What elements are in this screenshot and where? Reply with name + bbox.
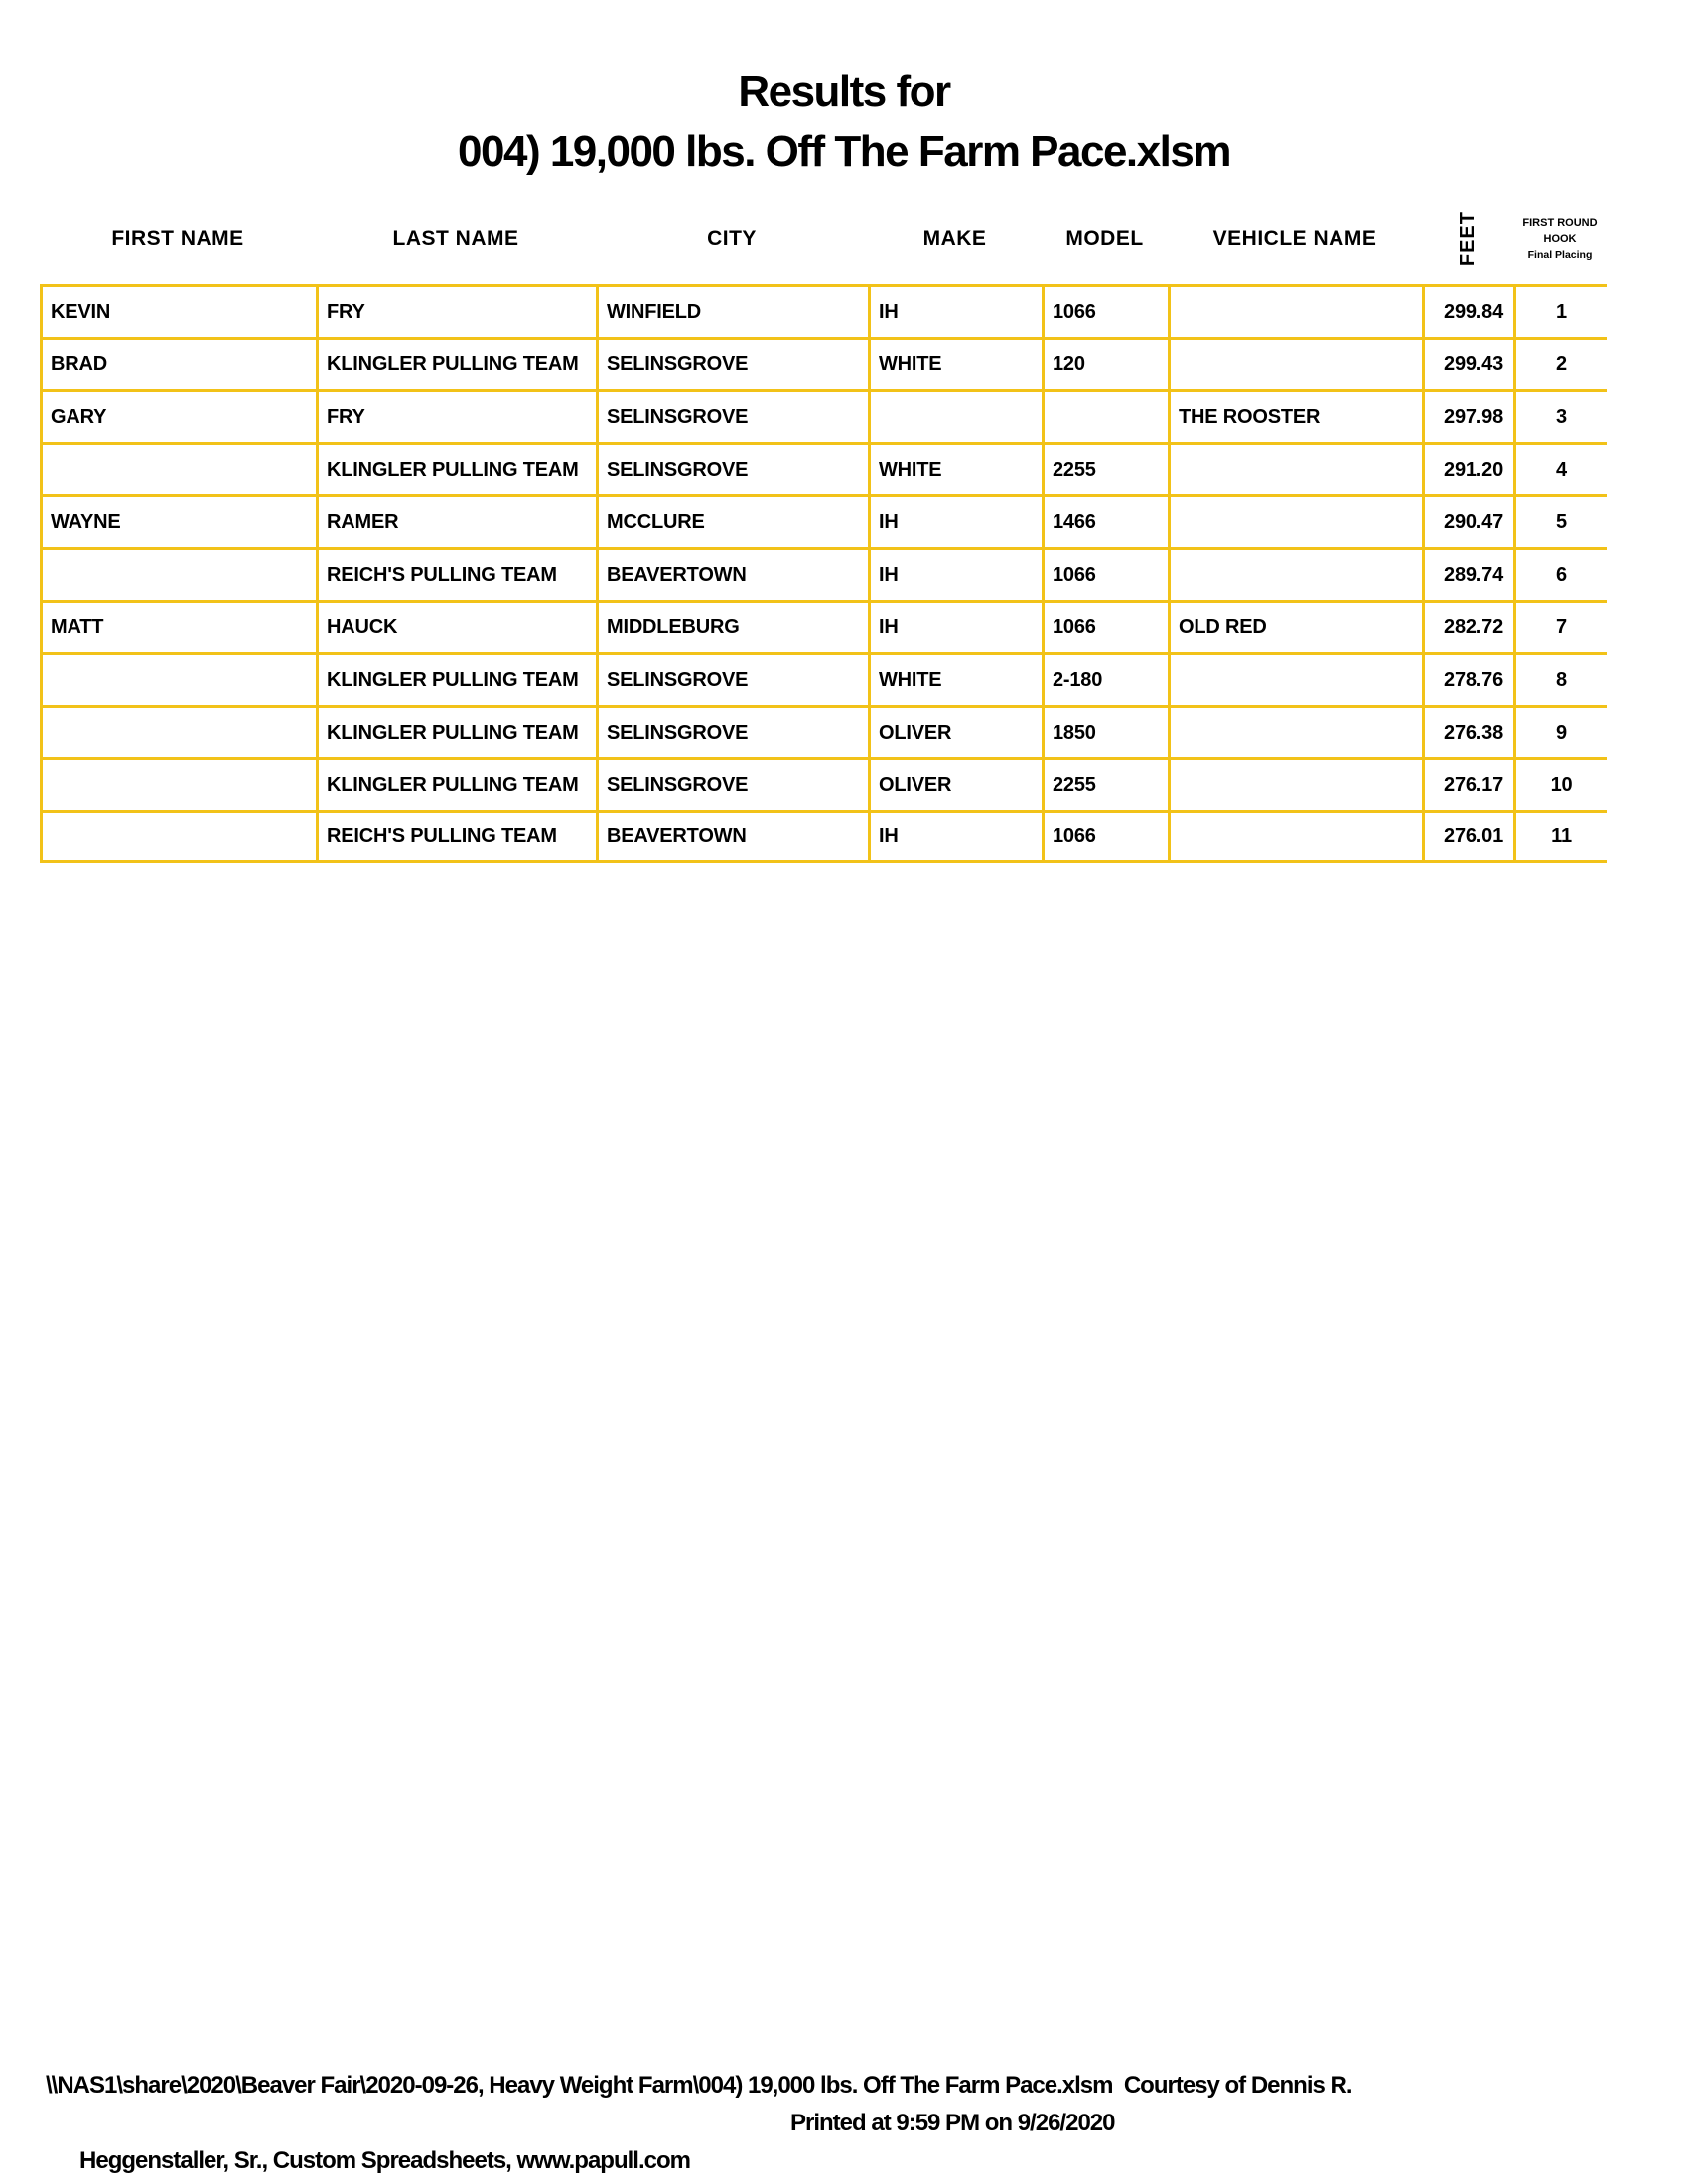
cell-first-name: KEVIN bbox=[40, 284, 316, 337]
results-table bbox=[40, 284, 1607, 863]
cell-last-name: KLINGLER PULLING TEAM bbox=[316, 705, 596, 757]
cell-placing: 5 bbox=[1513, 494, 1607, 547]
page-title-line2: 004) 19,000 lbs. Off The Farm Pace.xlsm bbox=[458, 127, 1230, 176]
cell-feet: 282.72 bbox=[1422, 600, 1513, 652]
cell-vehicle-name bbox=[1168, 757, 1422, 810]
cell-first-name bbox=[40, 810, 316, 863]
cell-last-name: KLINGLER PULLING TEAM bbox=[316, 337, 596, 389]
cell-feet: 290.47 bbox=[1422, 494, 1513, 547]
cell-placing: 1 bbox=[1513, 284, 1607, 337]
cell-city: SELINSGROVE bbox=[596, 652, 868, 705]
cell-feet: 276.17 bbox=[1422, 757, 1513, 810]
footer bbox=[46, 2067, 1654, 2184]
cell-city: SELINSGROVE bbox=[596, 389, 868, 442]
cell-placing: 9 bbox=[1513, 705, 1607, 757]
cell-feet: 276.01 bbox=[1422, 810, 1513, 863]
cell-placing: 10 bbox=[1513, 757, 1607, 810]
footer-printed-timestamp: Printed at 9:59 PM on 9/26/2020 bbox=[790, 2110, 1115, 2136]
cell-make: IH bbox=[868, 600, 1042, 652]
cell-feet: 276.38 bbox=[1422, 705, 1513, 757]
cell-first-name: WAYNE bbox=[40, 494, 316, 547]
placing-header-line3: Final Placing bbox=[1527, 248, 1593, 261]
cell-last-name: RAMER bbox=[316, 494, 596, 547]
cell-vehicle-name bbox=[1168, 547, 1422, 600]
cell-feet: 299.84 bbox=[1422, 284, 1513, 337]
cell-placing: 11 bbox=[1513, 810, 1607, 863]
cell-model: 1066 bbox=[1042, 284, 1168, 337]
cell-placing: 7 bbox=[1513, 600, 1607, 652]
footer-path-line: \\NAS1\share\2020\Beaver Fair\2020-09-26, Heavy Weight Farm\004) 19,000 lbs. Off The Farm Pace.xlsm Courtesy of Dennis R. bbox=[46, 2072, 1352, 2099]
cell-model: 1850 bbox=[1042, 705, 1168, 757]
cell-model: 1066 bbox=[1042, 600, 1168, 652]
cell-placing: 4 bbox=[1513, 442, 1607, 494]
cell-make: IH bbox=[868, 547, 1042, 600]
cell-make: OLIVER bbox=[868, 757, 1042, 810]
cell-feet: 291.20 bbox=[1422, 442, 1513, 494]
header-model: MODEL bbox=[1065, 226, 1144, 250]
cell-feet: 289.74 bbox=[1422, 547, 1513, 600]
cell-first-name bbox=[40, 705, 316, 757]
page-title bbox=[0, 69, 1688, 175]
table-header-row bbox=[40, 194, 1607, 284]
footer-credit: Heggenstaller, Sr., Custom Spreadsheets, www.papull.com bbox=[79, 2147, 690, 2174]
cell-vehicle-name bbox=[1168, 494, 1422, 547]
cell-last-name: FRY bbox=[316, 284, 596, 337]
cell-first-name: MATT bbox=[40, 600, 316, 652]
header-city: CITY bbox=[707, 226, 757, 250]
header-feet bbox=[1422, 194, 1513, 284]
cell-vehicle-name bbox=[1168, 810, 1422, 863]
cell-make: IH bbox=[868, 494, 1042, 547]
cell-vehicle-name bbox=[1168, 652, 1422, 705]
feet-rotated-label: FEET bbox=[1456, 210, 1478, 267]
cell-city: WINFIELD bbox=[596, 284, 868, 337]
cell-model: 120 bbox=[1042, 337, 1168, 389]
cell-placing: 3 bbox=[1513, 389, 1607, 442]
cell-model bbox=[1042, 389, 1168, 442]
cell-feet: 297.98 bbox=[1422, 389, 1513, 442]
cell-city: SELINSGROVE bbox=[596, 757, 868, 810]
cell-model: 1466 bbox=[1042, 494, 1168, 547]
cell-first-name bbox=[40, 757, 316, 810]
cell-last-name: KLINGLER PULLING TEAM bbox=[316, 757, 596, 810]
cell-make: IH bbox=[868, 810, 1042, 863]
cell-placing: 6 bbox=[1513, 547, 1607, 600]
cell-vehicle-name: THE ROOSTER bbox=[1168, 389, 1422, 442]
cell-make bbox=[868, 389, 1042, 442]
placing-header-line2: HOOK bbox=[1543, 232, 1577, 245]
cell-model: 1066 bbox=[1042, 547, 1168, 600]
header-first-name: FIRST NAME bbox=[111, 226, 244, 250]
cell-model: 1066 bbox=[1042, 810, 1168, 863]
cell-feet: 278.76 bbox=[1422, 652, 1513, 705]
cell-vehicle-name bbox=[1168, 442, 1422, 494]
cell-make: WHITE bbox=[868, 442, 1042, 494]
cell-last-name: FRY bbox=[316, 389, 596, 442]
cell-last-name: KLINGLER PULLING TEAM bbox=[316, 442, 596, 494]
cell-city: SELINSGROVE bbox=[596, 705, 868, 757]
cell-placing: 8 bbox=[1513, 652, 1607, 705]
cell-vehicle-name bbox=[1168, 337, 1422, 389]
cell-make: WHITE bbox=[868, 652, 1042, 705]
page-title-line1: Results for bbox=[738, 68, 950, 116]
cell-first-name bbox=[40, 547, 316, 600]
cell-first-name bbox=[40, 442, 316, 494]
cell-model: 2-180 bbox=[1042, 652, 1168, 705]
cell-feet: 299.43 bbox=[1422, 337, 1513, 389]
header-placing bbox=[1513, 194, 1607, 284]
cell-last-name: KLINGLER PULLING TEAM bbox=[316, 652, 596, 705]
cell-city: MCCLURE bbox=[596, 494, 868, 547]
cell-city: SELINSGROVE bbox=[596, 337, 868, 389]
placing-header-line1: FIRST ROUND bbox=[1522, 216, 1598, 229]
cell-make: IH bbox=[868, 284, 1042, 337]
cell-model: 2255 bbox=[1042, 757, 1168, 810]
header-last-name: LAST NAME bbox=[392, 226, 519, 250]
cell-last-name: HAUCK bbox=[316, 600, 596, 652]
cell-make: WHITE bbox=[868, 337, 1042, 389]
cell-city: BEAVERTOWN bbox=[596, 547, 868, 600]
cell-city: SELINSGROVE bbox=[596, 442, 868, 494]
cell-vehicle-name bbox=[1168, 284, 1422, 337]
cell-last-name: REICH'S PULLING TEAM bbox=[316, 810, 596, 863]
cell-vehicle-name: OLD RED bbox=[1168, 600, 1422, 652]
cell-placing: 2 bbox=[1513, 337, 1607, 389]
cell-vehicle-name bbox=[1168, 705, 1422, 757]
header-make: MAKE bbox=[922, 226, 987, 250]
cell-first-name: GARY bbox=[40, 389, 316, 442]
cell-city: BEAVERTOWN bbox=[596, 810, 868, 863]
cell-first-name bbox=[40, 652, 316, 705]
cell-first-name: BRAD bbox=[40, 337, 316, 389]
cell-last-name: REICH'S PULLING TEAM bbox=[316, 547, 596, 600]
cell-make: OLIVER bbox=[868, 705, 1042, 757]
cell-city: MIDDLEBURG bbox=[596, 600, 868, 652]
header-vehicle-name: VEHICLE NAME bbox=[1212, 226, 1377, 250]
cell-model: 2255 bbox=[1042, 442, 1168, 494]
